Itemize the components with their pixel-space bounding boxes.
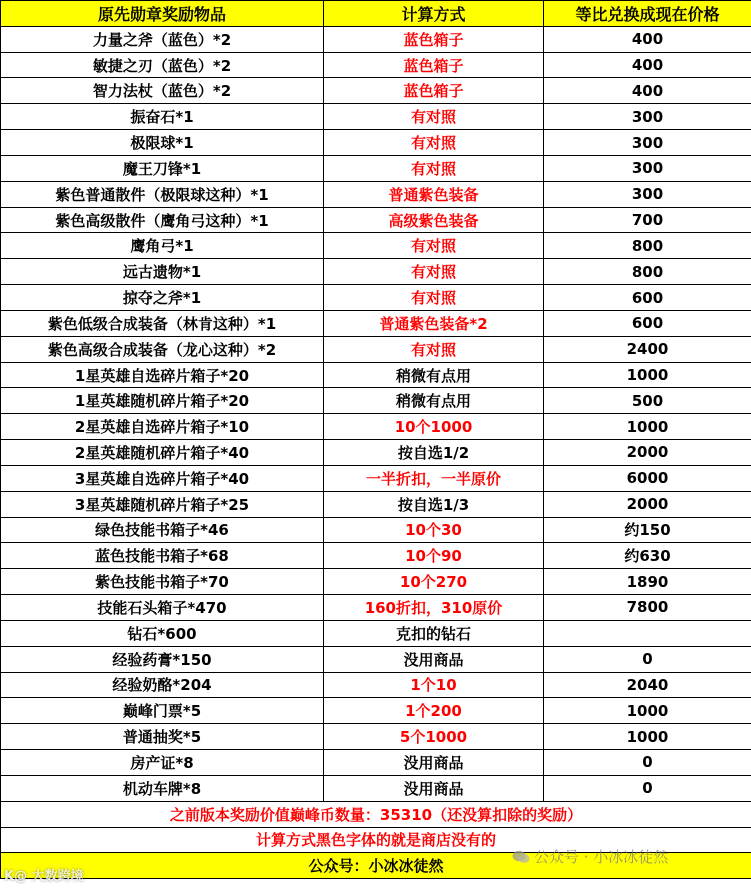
table-row (1, 130, 751, 156)
price-cell: 300 (544, 104, 751, 130)
item-cell: 1星英雄自选碎片箱子*20 (1, 362, 324, 388)
table-row (1, 775, 751, 801)
method-cell: 10个90 (324, 543, 544, 569)
method-cell: 没用商品 (324, 750, 544, 776)
table-row (1, 750, 751, 776)
price-cell: 500 (544, 388, 751, 414)
method-cell: 普通紫色装备*2 (324, 310, 544, 336)
method-cell: 有对照 (324, 155, 544, 181)
item-cell: 极限球*1 (1, 130, 324, 156)
table-row (1, 414, 751, 440)
price-cell: 1000 (544, 414, 751, 440)
price-cell: 1000 (544, 698, 751, 724)
item-cell: 技能石头箱子*470 (1, 595, 324, 621)
table-body (1, 26, 751, 801)
table-row (1, 362, 751, 388)
price-cell: 300 (544, 181, 751, 207)
price-cell: 800 (544, 259, 751, 285)
method-cell: 5个1000 (324, 724, 544, 750)
item-cell: 蓝色技能书箱子*68 (1, 543, 324, 569)
item-cell: 紫色高级合成装备（龙心这种）*2 (1, 336, 324, 362)
price-cell: 约150 (544, 517, 751, 543)
price-cell: 300 (544, 155, 751, 181)
price-cell: 2400 (544, 336, 751, 362)
method-cell: 没用商品 (324, 646, 544, 672)
item-cell: 力量之斧（蓝色）*2 (1, 26, 324, 52)
method-cell: 克扣的钻石 (324, 620, 544, 646)
table-row (1, 310, 751, 336)
price-cell: 600 (544, 310, 751, 336)
item-cell: 经验奶酪*204 (1, 672, 324, 698)
method-note: 计算方式黑色字体的就是商店没有的 (1, 827, 751, 853)
total-note-row (1, 801, 751, 827)
table-row (1, 440, 751, 466)
price-cell: 0 (544, 750, 751, 776)
price-cell: 700 (544, 207, 751, 233)
item-cell: 绿色技能书箱子*46 (1, 517, 324, 543)
price-cell: 400 (544, 26, 751, 52)
table-row (1, 26, 751, 52)
watermark (512, 846, 668, 867)
item-cell: 远古遗物*1 (1, 259, 324, 285)
item-cell: 2星英雄自选碎片箱子*10 (1, 414, 324, 440)
price-cell: 800 (544, 233, 751, 259)
method-cell: 10个270 (324, 569, 544, 595)
header-method: 计算方式 (324, 1, 544, 27)
method-cell: 有对照 (324, 233, 544, 259)
table-row (1, 646, 751, 672)
table-row (1, 78, 751, 104)
table-row (1, 52, 751, 78)
method-cell: 普通紫色装备 (324, 181, 544, 207)
item-cell: 机动车牌*8 (1, 775, 324, 801)
total-note: 之前版本奖励价值巅峰币数量：35310（还没算扣除的奖励） (1, 801, 751, 827)
method-cell: 有对照 (324, 285, 544, 311)
table-row (1, 233, 751, 259)
table-row (1, 491, 751, 517)
item-cell: 紫色普通散件（极限球这种）*1 (1, 181, 324, 207)
item-cell: 掠夺之斧*1 (1, 285, 324, 311)
item-cell: 钻石*600 (1, 620, 324, 646)
method-cell: 稍微有点用 (324, 388, 544, 414)
method-cell: 稍微有点用 (324, 362, 544, 388)
table-row (1, 155, 751, 181)
item-cell: 鹰角弓*1 (1, 233, 324, 259)
table-row (1, 465, 751, 491)
price-cell: 600 (544, 285, 751, 311)
method-cell: 按自选1/2 (324, 440, 544, 466)
method-cell: 有对照 (324, 130, 544, 156)
price-cell: 2000 (544, 491, 751, 517)
item-cell: 紫色高级散件（鹰角弓这种）*1 (1, 207, 324, 233)
method-cell: 1个200 (324, 698, 544, 724)
method-cell: 蓝色箱子 (324, 52, 544, 78)
price-cell: 7800 (544, 595, 751, 621)
item-cell: 3星英雄自选碎片箱子*40 (1, 465, 324, 491)
method-cell: 160折扣，310原价 (324, 595, 544, 621)
watermark-text: 公众号 · 小冰冰徒然 (534, 848, 669, 866)
table-row (1, 388, 751, 414)
wechat-icon (512, 850, 530, 864)
method-cell: 蓝色箱子 (324, 26, 544, 52)
footer-text: 公众号：小冰冰徒然 (1, 853, 751, 879)
item-cell: 敏捷之刃（蓝色）*2 (1, 52, 324, 78)
method-cell: 蓝色箱子 (324, 78, 544, 104)
table-row (1, 569, 751, 595)
price-cell: 约630 (544, 543, 751, 569)
price-cell (544, 620, 751, 646)
method-cell: 有对照 (324, 336, 544, 362)
method-cell: 高级紫色装备 (324, 207, 544, 233)
table-row (1, 181, 751, 207)
item-cell: 1星英雄随机碎片箱子*20 (1, 388, 324, 414)
price-cell: 1000 (544, 362, 751, 388)
price-cell: 6000 (544, 465, 751, 491)
table-row (1, 595, 751, 621)
price-cell: 0 (544, 775, 751, 801)
method-cell: 有对照 (324, 104, 544, 130)
table-row (1, 620, 751, 646)
method-cell: 没用商品 (324, 775, 544, 801)
item-cell: 魔王刀锋*1 (1, 155, 324, 181)
item-cell: 经验药膏*150 (1, 646, 324, 672)
method-cell: 按自选1/3 (324, 491, 544, 517)
price-cell: 400 (544, 78, 751, 104)
item-cell: 房产证*8 (1, 750, 324, 776)
method-cell: 10个1000 (324, 414, 544, 440)
item-cell: 2星英雄随机碎片箱子*40 (1, 440, 324, 466)
item-cell: 普通抽奖*5 (1, 724, 324, 750)
price-cell: 0 (544, 646, 751, 672)
item-cell: 智力法杖（蓝色）*2 (1, 78, 324, 104)
table-row (1, 672, 751, 698)
item-cell: 3星英雄随机碎片箱子*25 (1, 491, 324, 517)
table-row (1, 336, 751, 362)
header-row (1, 1, 751, 27)
header-price: 等比兑换成现在价格 (544, 1, 751, 27)
item-cell: 紫色技能书箱子*70 (1, 569, 324, 595)
table-row (1, 698, 751, 724)
method-cell: 有对照 (324, 259, 544, 285)
price-cell: 1000 (544, 724, 751, 750)
table-row (1, 207, 751, 233)
price-cell: 300 (544, 130, 751, 156)
item-cell: 振奋石*1 (1, 104, 324, 130)
table-row (1, 104, 751, 130)
table-row (1, 517, 751, 543)
method-cell: 1个10 (324, 672, 544, 698)
item-cell: 巅峰门票*5 (1, 698, 324, 724)
brand-logo: K@ 大数跨境 (4, 869, 84, 884)
item-cell: 紫色低级合成装备（林肯这种）*1 (1, 310, 324, 336)
method-cell: 10个30 (324, 517, 544, 543)
price-cell: 400 (544, 52, 751, 78)
table-row (1, 543, 751, 569)
table-row (1, 724, 751, 750)
table-row (1, 259, 751, 285)
header-item: 原先勋章奖励物品 (1, 1, 324, 27)
method-cell: 一半折扣，一半原价 (324, 465, 544, 491)
price-cell: 1890 (544, 569, 751, 595)
table-row (1, 285, 751, 311)
price-cell: 2040 (544, 672, 751, 698)
price-cell: 2000 (544, 440, 751, 466)
